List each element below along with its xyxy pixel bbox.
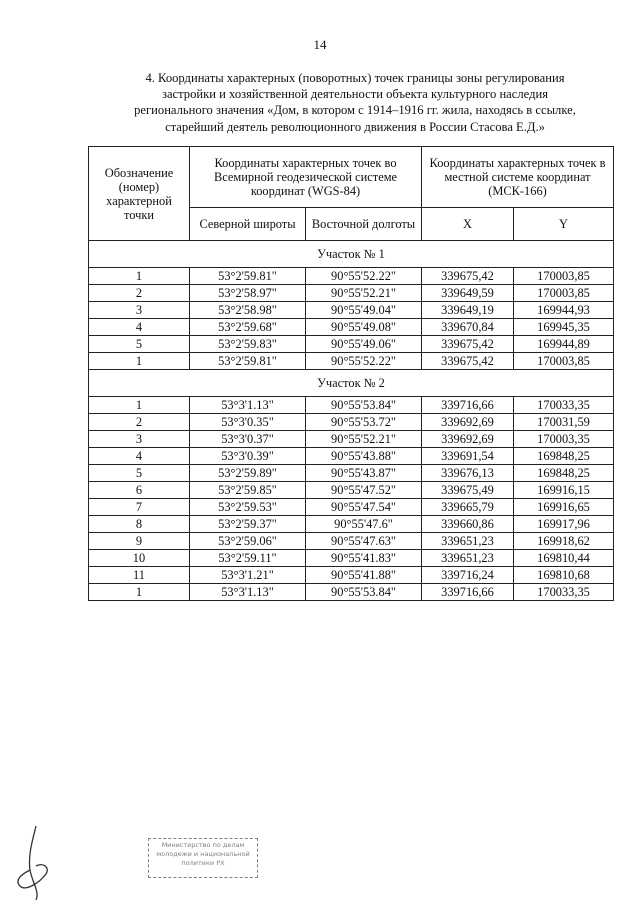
table-row: [89, 499, 614, 516]
table-row: [89, 567, 614, 584]
header-msk166: Координаты характерных точек в местной системе координат (МСК-166): [422, 147, 614, 208]
north-latitude-cell: 53°2'59.11": [190, 550, 306, 567]
table-row: [89, 550, 614, 567]
north-latitude-cell: 53°3'1.13": [190, 397, 306, 414]
north-latitude-cell: 53°2'59.81": [190, 268, 306, 285]
x-coordinate-cell: 339676,13: [422, 465, 514, 482]
point-number-cell: 3: [89, 302, 190, 319]
point-number-cell: 8: [89, 516, 190, 533]
north-latitude-cell: 53°3'0.37": [190, 431, 306, 448]
point-number-cell: 5: [89, 465, 190, 482]
x-coordinate-cell: 339675,42: [422, 268, 514, 285]
table-row: [89, 319, 614, 336]
x-coordinate-cell: 339660,86: [422, 516, 514, 533]
point-number-cell: 1: [89, 584, 190, 601]
north-latitude-cell: 53°3'0.39": [190, 448, 306, 465]
x-coordinate-cell: 339675,42: [422, 353, 514, 370]
point-number-cell: 11: [89, 567, 190, 584]
east-longitude-cell: 90°55'52.22": [306, 353, 422, 370]
table-row: [89, 516, 614, 533]
point-number-cell: 2: [89, 285, 190, 302]
signature-graphic: [6, 822, 66, 902]
section-title: Участок № 2: [89, 370, 614, 397]
north-latitude-cell: 53°2'59.53": [190, 499, 306, 516]
x-coordinate-cell: 339692,69: [422, 414, 514, 431]
stamp-line: Министерство по делам: [161, 841, 245, 849]
x-coordinate-cell: 339649,19: [422, 302, 514, 319]
east-longitude-cell: 90°55'53.84": [306, 397, 422, 414]
header-designation: Обозначение (номер) характерной точки: [89, 147, 190, 241]
y-coordinate-cell: 169916,65: [514, 499, 614, 516]
heading-line: регионального значения «Дом, в котором с 1914–1916 гг. жила, находясь в ссылке,: [134, 103, 576, 118]
point-number-cell: 1: [89, 353, 190, 370]
table-row: [89, 448, 614, 465]
registration-stamp: [148, 838, 258, 878]
document-heading: [95, 70, 615, 135]
stamp-line: политики РХ: [181, 859, 225, 867]
y-coordinate-cell: 169945,35: [514, 319, 614, 336]
x-coordinate-cell: 339675,42: [422, 336, 514, 353]
east-longitude-cell: 90°55'49.08": [306, 319, 422, 336]
x-coordinate-cell: 339675,49: [422, 482, 514, 499]
east-longitude-cell: 90°55'47.52": [306, 482, 422, 499]
section-row: [89, 370, 614, 397]
east-longitude-cell: 90°55'47.63": [306, 533, 422, 550]
x-coordinate-cell: 339692,69: [422, 431, 514, 448]
east-longitude-cell: 90°55'49.04": [306, 302, 422, 319]
heading-line: застройки и хозяйственной деятельности объекта культурного наследия: [161, 87, 549, 102]
y-coordinate-cell: 170033,35: [514, 584, 614, 601]
heading-line: старейший деятель революционного движения в России Стасова Е.Д.»: [165, 119, 545, 134]
y-coordinate-cell: 169848,25: [514, 465, 614, 482]
north-latitude-cell: 53°2'58.97": [190, 285, 306, 302]
north-latitude-cell: 53°2'59.85": [190, 482, 306, 499]
y-coordinate-cell: 170003,35: [514, 431, 614, 448]
point-number-cell: 5: [89, 336, 190, 353]
coordinates-table: [88, 146, 614, 601]
x-coordinate-cell: 339649,59: [422, 285, 514, 302]
y-coordinate-cell: 169810,44: [514, 550, 614, 567]
header-east-longitude: Восточной долготы: [306, 208, 422, 241]
north-latitude-cell: 53°2'59.06": [190, 533, 306, 550]
x-coordinate-cell: 339651,23: [422, 533, 514, 550]
point-number-cell: 3: [89, 431, 190, 448]
east-longitude-cell: 90°55'47.6": [306, 516, 422, 533]
east-longitude-cell: 90°55'52.21": [306, 431, 422, 448]
east-longitude-cell: 90°55'47.54": [306, 499, 422, 516]
y-coordinate-cell: 169917,96: [514, 516, 614, 533]
y-coordinate-cell: 169944,89: [514, 336, 614, 353]
point-number-cell: 2: [89, 414, 190, 431]
east-longitude-cell: 90°55'41.88": [306, 567, 422, 584]
east-longitude-cell: 90°55'53.72": [306, 414, 422, 431]
point-number-cell: 10: [89, 550, 190, 567]
table-row: [89, 285, 614, 302]
x-coordinate-cell: 339716,24: [422, 567, 514, 584]
y-coordinate-cell: 169944,93: [514, 302, 614, 319]
east-longitude-cell: 90°55'52.22": [306, 268, 422, 285]
table-row: [89, 414, 614, 431]
y-coordinate-cell: 170003,85: [514, 268, 614, 285]
y-coordinate-cell: 170003,85: [514, 285, 614, 302]
header-wgs84: Координаты характерных точек во Всемирной геодезической системе координат (WGS-84): [190, 147, 422, 208]
header-north-latitude: Северной широты: [190, 208, 306, 241]
north-latitude-cell: 53°3'1.13": [190, 584, 306, 601]
section-row: [89, 241, 614, 268]
x-coordinate-cell: 339651,23: [422, 550, 514, 567]
x-coordinate-cell: 339665,79: [422, 499, 514, 516]
y-coordinate-cell: 170003,85: [514, 353, 614, 370]
east-longitude-cell: 90°55'43.87": [306, 465, 422, 482]
x-coordinate-cell: 339716,66: [422, 397, 514, 414]
y-coordinate-cell: 169848,25: [514, 448, 614, 465]
north-latitude-cell: 53°3'1.21": [190, 567, 306, 584]
table-row: [89, 336, 614, 353]
header-x: X: [422, 208, 514, 241]
table-row: [89, 268, 614, 285]
y-coordinate-cell: 169916,15: [514, 482, 614, 499]
point-number-cell: 1: [89, 397, 190, 414]
north-latitude-cell: 53°2'59.68": [190, 319, 306, 336]
x-coordinate-cell: 339716,66: [422, 584, 514, 601]
x-coordinate-cell: 339691,54: [422, 448, 514, 465]
north-latitude-cell: 53°2'59.37": [190, 516, 306, 533]
y-coordinate-cell: 169810,68: [514, 567, 614, 584]
page-number: 14: [313, 37, 327, 52]
east-longitude-cell: 90°55'41.83": [306, 550, 422, 567]
y-coordinate-cell: 170033,35: [514, 397, 614, 414]
handwritten-signature-icon: [6, 822, 66, 902]
section-title: Участок № 1: [89, 241, 614, 268]
north-latitude-cell: 53°2'59.89": [190, 465, 306, 482]
x-coordinate-cell: 339670,84: [422, 319, 514, 336]
point-number-cell: 7: [89, 499, 190, 516]
north-latitude-cell: 53°2'59.81": [190, 353, 306, 370]
table-row: [89, 431, 614, 448]
table-row: [89, 302, 614, 319]
north-latitude-cell: 53°3'0.35": [190, 414, 306, 431]
table-row: [89, 465, 614, 482]
east-longitude-cell: 90°55'53.84": [306, 584, 422, 601]
point-number-cell: 6: [89, 482, 190, 499]
point-number-cell: 9: [89, 533, 190, 550]
table-row: [89, 584, 614, 601]
point-number-cell: 1: [89, 268, 190, 285]
point-number-cell: 4: [89, 319, 190, 336]
north-latitude-cell: 53°2'58.98": [190, 302, 306, 319]
header-y: Y: [514, 208, 614, 241]
east-longitude-cell: 90°55'52.21": [306, 285, 422, 302]
east-longitude-cell: 90°55'49.06": [306, 336, 422, 353]
table-row: [89, 353, 614, 370]
table-body: [89, 241, 614, 601]
north-latitude-cell: 53°2'59.83": [190, 336, 306, 353]
y-coordinate-cell: 170031,59: [514, 414, 614, 431]
point-number-cell: 4: [89, 448, 190, 465]
table-row: [89, 397, 614, 414]
stamp-line: молодежи и национальной: [156, 850, 250, 858]
y-coordinate-cell: 169918,62: [514, 533, 614, 550]
table-row: [89, 482, 614, 499]
table-row: [89, 533, 614, 550]
east-longitude-cell: 90°55'43.88": [306, 448, 422, 465]
heading-line: 4. Координаты характерных (поворотных) точек границы зоны регулирования: [145, 71, 565, 85]
